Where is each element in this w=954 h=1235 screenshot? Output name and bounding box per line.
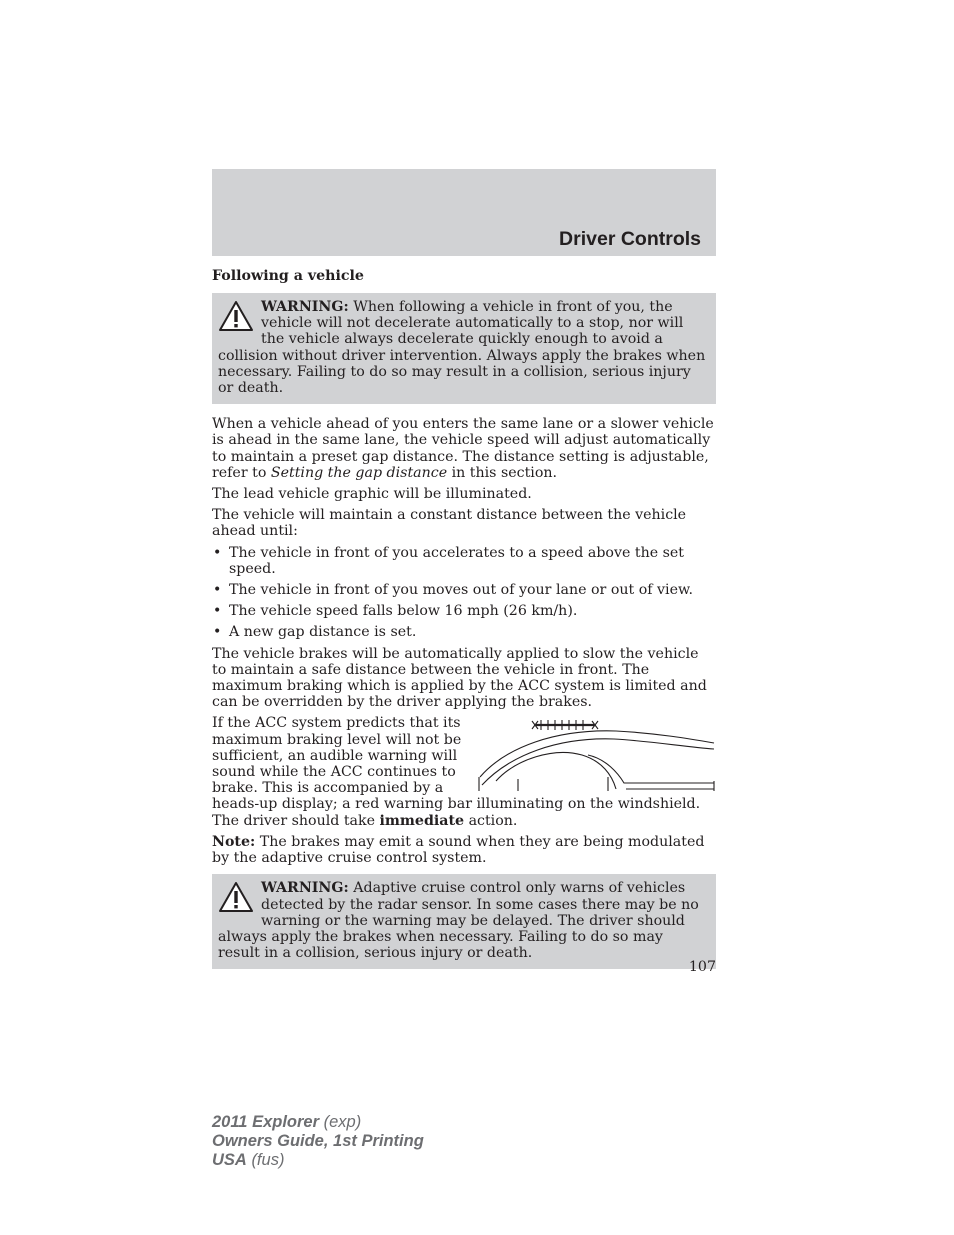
- section-title: Driver Controls: [559, 228, 701, 250]
- note-text: The brakes may emit a sound when they are being modulated by the adaptive cruise control system.: [212, 833, 705, 867]
- footer-market: USA: [212, 1151, 247, 1169]
- document-footer: [212, 1113, 424, 1170]
- list-item: • A new gap distance is set.: [212, 624, 716, 640]
- page-content: [212, 268, 716, 981]
- footer-edition: Owners Guide, 1st Printing: [212, 1132, 424, 1150]
- paragraph-text: in this section.: [451, 464, 558, 481]
- cross-reference: Setting the gap distance: [270, 464, 448, 481]
- warning-box-following: [212, 293, 716, 404]
- section-header-band: [212, 169, 716, 256]
- condition-list: [212, 545, 716, 641]
- list-item: • The vehicle speed falls below 16 mph (26 km/h).: [212, 603, 716, 619]
- warning-box-radar: [212, 874, 716, 969]
- list-item: • The vehicle in front of you moves out of your lane or out of view.: [212, 582, 716, 598]
- warning-triangle-icon: [218, 300, 254, 332]
- footer-model-code: (exp): [323, 1113, 362, 1131]
- paragraph-text: When a vehicle ahead of you enters the same lane or a slower vehicle is ahead in the same lane, the vehicle speed will adjust automatically to maintain a preset gap distance. The distance setting is adjustable, refer to: [212, 416, 714, 481]
- paragraph-text: If the ACC system predicts that its maximum braking level will not be sufficient, an audible warning will sound while the ACC continues to brake. This is accompanied by a heads-up display; a red warning bar illuminating on the windshield. The driver should take: [212, 715, 701, 829]
- paragraph-acc-warning: [212, 715, 716, 828]
- paragraph-following: [212, 416, 716, 481]
- note-label: Note:: [212, 833, 256, 850]
- note-paragraph: [212, 834, 716, 866]
- warning-label: WARNING:: [261, 299, 349, 315]
- warning-label: WARNING:: [261, 880, 349, 897]
- warning-text: When following a vehicle in front of you, the vehicle will not decelerate automatically to a stop, nor will the vehicle always decelerate quickly enough to avoid a collision without driver intervention. Always apply the brakes when necessary. Failing to do so may result in a collision, serious injury or death.: [218, 299, 706, 397]
- warning-text: Adaptive cruise control only warns of vehicles detected by the radar sensor. In some cases there may be no warning or the warning may be delayed. The driver should always apply the brakes when necessary. Failing to do so may result in a collision, serious injury or death.: [218, 880, 699, 962]
- section-heading: Following a vehicle: [212, 268, 364, 284]
- list-item: • The vehicle in front of you accelerates to a speed above the set speed.: [212, 545, 716, 577]
- paragraph-lead-vehicle: The lead vehicle graphic will be illuminated.: [212, 486, 532, 503]
- paragraph-maintain-distance: The vehicle will maintain a constant distance between the vehicle ahead until:: [212, 507, 687, 540]
- emphasis-text: immediate: [379, 812, 465, 829]
- page-number: 107: [688, 959, 716, 975]
- footer-model: 2011 Explorer: [212, 1113, 320, 1131]
- warning-triangle-icon: [218, 881, 254, 913]
- windshield-warning-bar-illustration: [476, 719, 716, 791]
- paragraph-brakes-applied: The vehicle brakes will be automatically applied to slow the vehicle to maintain a safe distance between the vehicle in front. The maximum braking which is applied by the ACC system is limited and can be overridden by the driver applying the brakes.: [212, 645, 707, 711]
- paragraph-text: action.: [468, 812, 518, 829]
- footer-market-code: (fus): [251, 1151, 285, 1169]
